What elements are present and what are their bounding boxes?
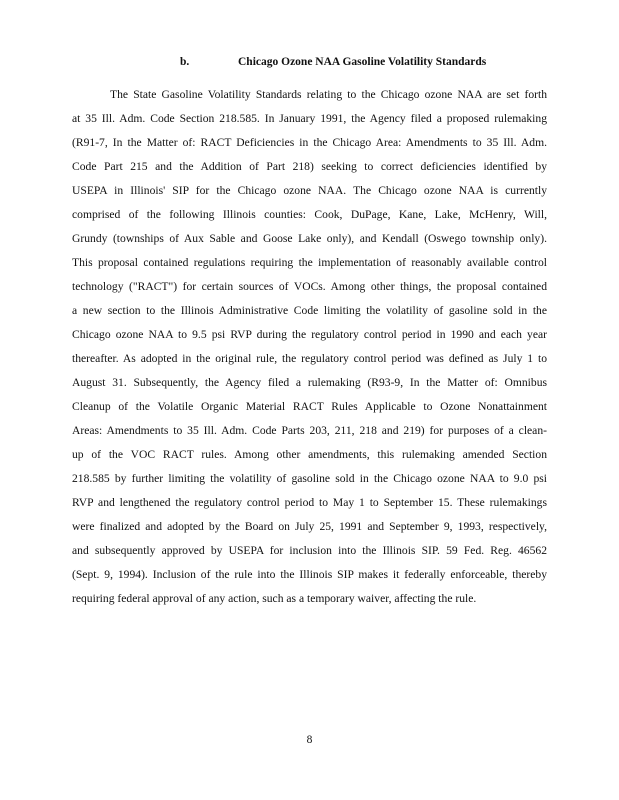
paragraph-line: Cleanup of the Volatile Organic Material RACT Rules Applicable to Ozone Nonattainment — [72, 400, 547, 413]
paragraph-line: and subsequently approved by USEPA for inclusion into the Illinois SIP. 59 Fed. Reg. 46562 — [72, 544, 547, 557]
paragraph-line: Code Part 215 and the Addition of Part 218) seeking to correct deficiencies identified by — [72, 160, 547, 173]
paragraph-line: technology ("RACT") for certain sources of VOCs. Among other things, the proposal contained — [72, 280, 547, 293]
page-number: 8 — [306, 734, 313, 746]
paragraph-line: The State Gasoline Volatility Standards relating to the Chicago ozone NAA are set forth — [110, 88, 547, 101]
section-heading — [180, 56, 510, 68]
paragraph-line: requiring federal approval of any action, such as a temporary waiver, affecting the rule. — [72, 592, 477, 605]
paragraph-line: RVP and lengthened the regulatory control period to May 1 to September 15. These rulemakings — [72, 496, 547, 509]
paragraph-line: (Sept. 9, 1994). Inclusion of the rule into the Illinois SIP makes it federally enforceable, thereby — [72, 568, 547, 581]
paragraph-line: were finalized and adopted by the Board on July 25, 1991 and September 9, 1993, respectively, — [72, 520, 547, 533]
paragraph-line: August 31. Subsequently, the Agency filed a rulemaking (R93-9, In the Matter of: Omnibus — [72, 376, 547, 389]
body-paragraph — [72, 83, 547, 611]
paragraph-line: USEPA in Illinois' SIP for the Chicago ozone NAA. The Chicago ozone NAA is currently — [72, 184, 547, 197]
paragraph-line: thereafter. As adopted in the original rule, the regulatory control period was defined as July 1 to — [72, 352, 547, 365]
paragraph-line: Grundy (townships of Aux Sable and Goose Lake only), and Kendall (Oswego township only). — [72, 232, 547, 245]
paragraph-line: (R91-7, In the Matter of: RACT Deficiencies in the Chicago Area: Amendments to 35 Ill. Adm. — [72, 136, 547, 149]
paragraph-line: This proposal contained regulations requiring the implementation of reasonably available control — [72, 256, 547, 269]
section-marker: b. — [180, 56, 190, 68]
paragraph-line: 218.585 by further limiting the volatility of gasoline sold in the Chicago ozone NAA to 9.0 psi — [72, 472, 547, 485]
paragraph-line: Areas: Amendments to 35 Ill. Adm. Code Parts 203, 211, 218 and 219) for purposes of a clean- — [72, 424, 547, 437]
paragraph-line: a new section to the Illinois Administrative Code limiting the volatility of gasoline sold in the — [72, 304, 547, 317]
paragraph-line: comprised of the following Illinois counties: Cook, DuPage, Kane, Lake, McHenry, Will, — [72, 208, 547, 221]
paragraph-line: Chicago ozone NAA to 9.5 psi RVP during the regulatory control period in 1990 and each year — [72, 328, 547, 341]
paragraph-line: at 35 Ill. Adm. Code Section 218.585. In January 1991, the Agency filed a proposed rulemaking — [72, 112, 547, 125]
paragraph-line: up of the VOC RACT rules. Among other amendments, this rulemaking amended Section — [72, 448, 547, 461]
section-title: Chicago Ozone NAA Gasoline Volatility Standards — [238, 56, 487, 68]
